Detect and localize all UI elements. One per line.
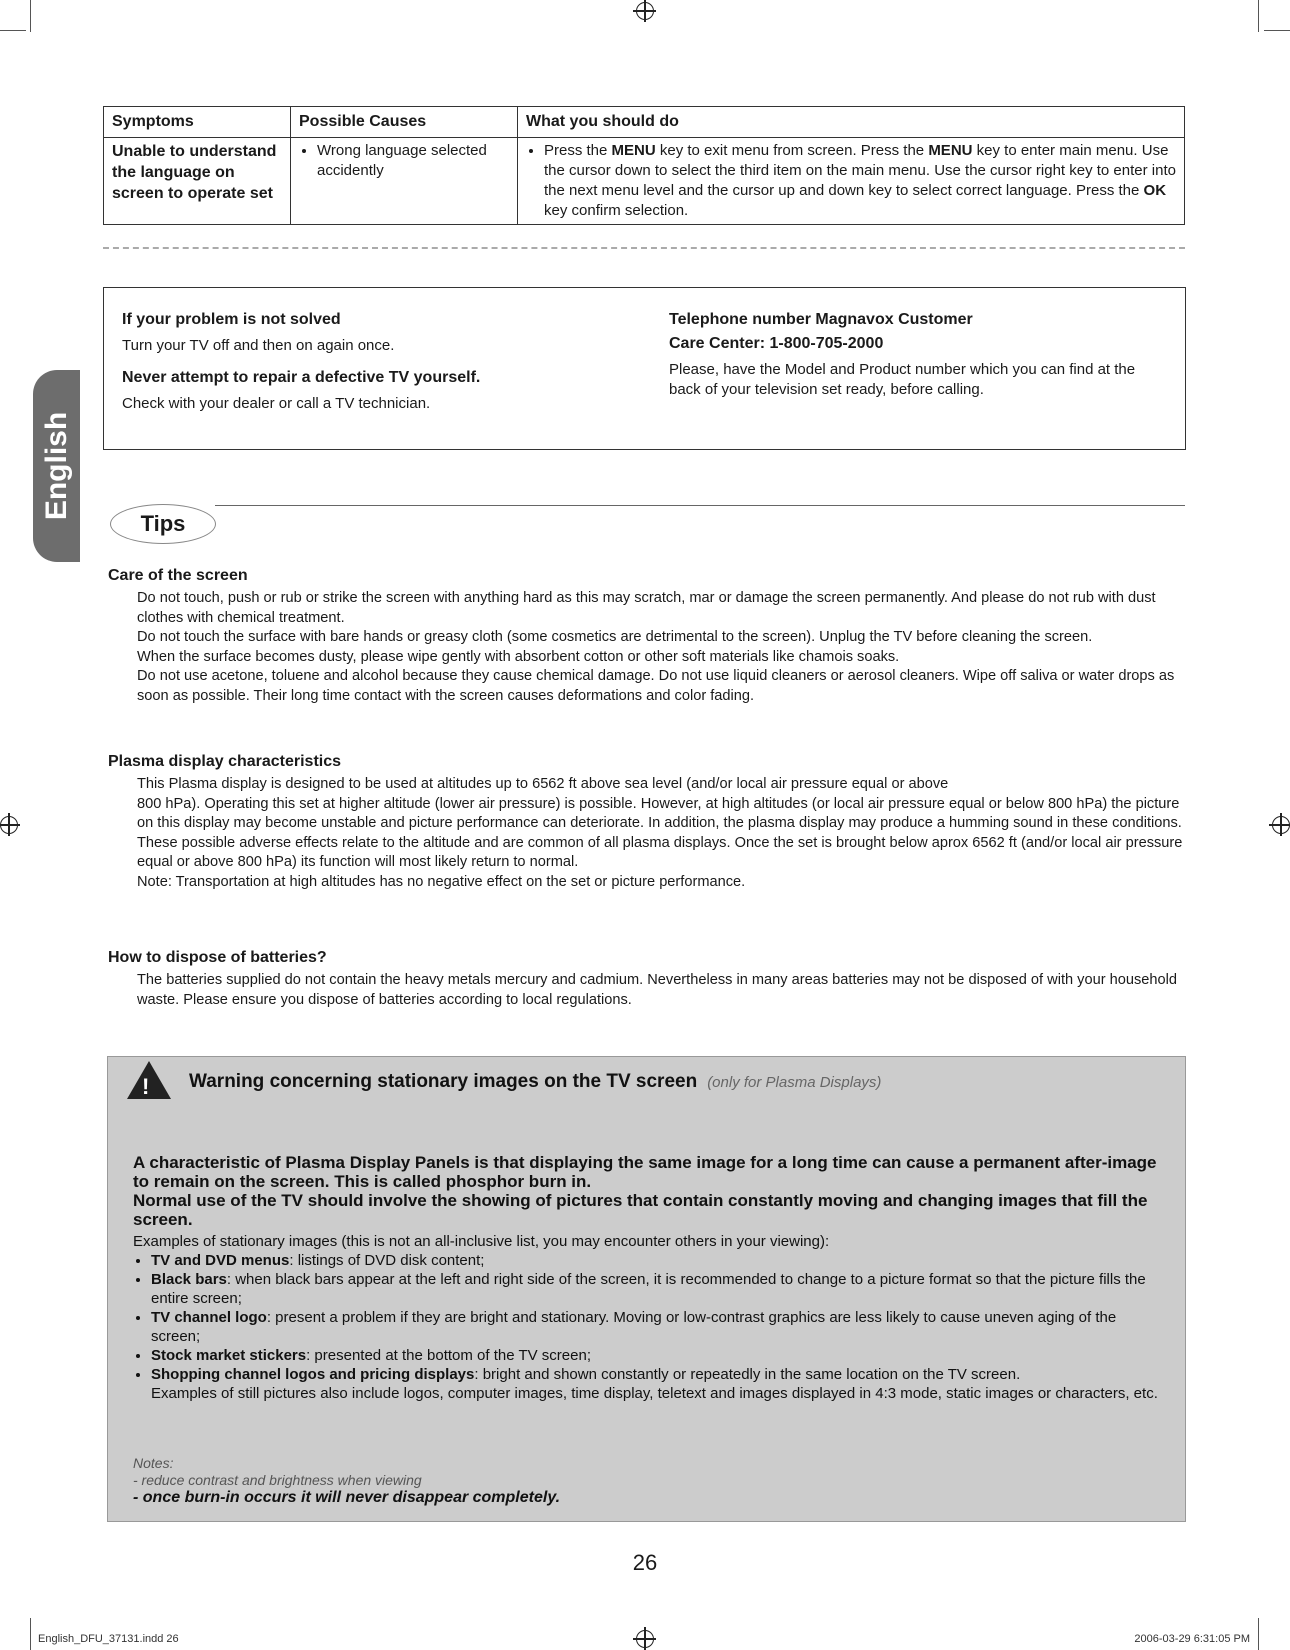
- note-item: - reduce contrast and brightness when viewing: [133, 1472, 422, 1488]
- examples-intro: Examples of stationary images (this is not an all-inclusive list, you may encounter others in your viewing):: [133, 1233, 830, 1250]
- list-item: • TV and DVD menus: listings of DVD disk content;: [151, 1251, 1163, 1270]
- action-item: • Press the MENU key to exit menu from screen. Press the MENU key to enter main menu. Use the cursor down to select the third item on the main menu. Use the cursor right key to enter into the next menu level and the cursor up and down key to select correct language. Press the OK key confirm selection.: [544, 141, 1176, 221]
- list-item: • Shopping channel logos and pricing displays: bright and shown constantly or repeatedly in the same location on the TV screen. Examples of still pictures also include logos, computer images, time display, teletext and images displayed in 4:3 mode, static images or characters, etc.: [151, 1365, 1163, 1403]
- list-item: • Black bars: when black bars appear at the left and right side of the screen, it is recommended to change to a picture format so that the picture fills the entire screen;: [151, 1270, 1163, 1308]
- tips-badge: Tips: [110, 504, 216, 544]
- warning-notes: [133, 1455, 560, 1506]
- crop-mark: [30, 1618, 31, 1650]
- customer-care-heading: Telephone number Magnavox Customer: [669, 311, 973, 328]
- crop-mark: [0, 30, 26, 31]
- warning-title: [133, 1071, 882, 1099]
- column-header-symptoms: Symptoms: [104, 107, 291, 138]
- column-header-causes: Possible Causes: [291, 107, 518, 138]
- care-paragraph: When the surface becomes dusty, please wipe gently with absorbent cotton or other soft materials like chamois soaks.: [137, 648, 900, 665]
- cause-item: • Wrong language selected accidently: [317, 141, 509, 181]
- list-item: • Stock market stickers: presented at the bottom of the TV screen;: [151, 1346, 1163, 1365]
- examples-more: Examples of still pictures also include logos, computer images, time display, teletext and images displayed in 4:3 mode, static images or characters, etc.: [151, 1385, 1158, 1402]
- warning-panel: [107, 1056, 1186, 1522]
- tips-divider: [215, 505, 1185, 506]
- symptom-cell: Unable to understand the language on screen to operate set: [104, 138, 291, 225]
- exclamation-icon: !: [142, 1074, 150, 1099]
- plasma-paragraph: This Plasma display is designed to be used at altitudes up to 6562 ft above sea level (and/or local air pressure equal or above: [137, 776, 949, 792]
- plasma-section: [108, 753, 1188, 892]
- care-section: [108, 567, 1188, 706]
- notes-label: Notes:: [133, 1455, 174, 1471]
- footer-filename: English_DFU_37131.indd 26: [38, 1633, 179, 1645]
- crop-mark: [30, 0, 31, 32]
- column-header-actions: What you should do: [518, 107, 1185, 138]
- warning-title-text: Warning concerning stationary images on the TV screen: [189, 1071, 698, 1092]
- examples-list: [133, 1251, 1163, 1403]
- page-number: 26: [632, 1550, 658, 1575]
- registration-mark-icon: [0, 816, 18, 834]
- action-cell: [518, 138, 1185, 225]
- plasma-paragraph: Note: Transportation at high altitudes has no negative effect on the set or picture performance.: [137, 873, 746, 890]
- care-paragraph: Do not touch the surface with bare hands or greasy cloth (some cosmetics are detrimental to the screen). Unplug the TV before cleaning the screen.: [137, 629, 1093, 645]
- warning-lead: [133, 1153, 1163, 1229]
- problem-not-solved-text: Turn your TV off and then on again once.: [122, 337, 395, 354]
- no-repair-text: Check with your dealer or call a TV technician.: [122, 395, 431, 412]
- registration-mark-icon: [1272, 816, 1290, 834]
- plasma-paragraph: These possible adverse effects relate to the altitude and are common of all plasma displays. Once the set is brought below aprox 6562 ft (and/or local air pressure equal or above 800 hPa) its function will most likely return to normal.: [137, 834, 1183, 870]
- table-header-row: [104, 107, 1185, 138]
- list-item: • TV channel logo: present a problem if they are bright and stationary. Moving or low-contrast graphics are less likely to cause uneven aging of the screen;: [151, 1308, 1163, 1346]
- note-item: - once burn-in occurs it will never disappear completely.: [133, 1489, 561, 1506]
- warning-lead-paragraph: A characteristic of Plasma Display Panels is that displaying the same image for a long time can cause a permanent after-image to remain on the screen. This is called phosphor burn in.: [133, 1153, 1157, 1191]
- crop-mark: [1264, 30, 1290, 31]
- customer-care-phone: Care Center: 1-800-705-2000: [669, 335, 884, 352]
- care-heading: Care of the screen: [108, 567, 248, 584]
- registration-mark-icon: [636, 1630, 654, 1648]
- registration-mark-icon: [636, 2, 654, 20]
- care-paragraph: Do not touch, push or rub or strike the screen with anything hard as this may scratch, mar or damage the screen permanently. And please do not rub with dust clothes with chemical treatment.: [137, 590, 1156, 626]
- help-left-column: [122, 310, 602, 422]
- warning-subtitle: (only for Plasma Displays): [707, 1074, 882, 1091]
- stationary-examples: [133, 1232, 1163, 1403]
- battery-heading: How to dispose of batteries?: [108, 949, 327, 966]
- dashed-divider: [103, 247, 1185, 249]
- battery-paragraph: The batteries supplied do not contain the heavy metals mercury and cadmium. Nevertheless in many areas batteries may not be disposed of with your household waste. Please ensure you dispose of batteries according to local regulations.: [137, 972, 1177, 1008]
- plasma-heading: Plasma display characteristics: [108, 753, 342, 770]
- language-tab-label: English: [39, 411, 73, 521]
- plasma-paragraph: 800 hPa). Operating this set at higher altitude (lower air pressure) is possible. However, at high altitudes (or local air pressure equal or below 800 hPa) the picture on this display may become unstable and picture performance can deteriorate. In addition, the plasma display may produce a humming sound in these conditions.: [137, 795, 1182, 831]
- problem-not-solved-heading: If your problem is not solved: [122, 311, 341, 328]
- footer-timestamp: 2006-03-29 6:31:05 PM: [1134, 1633, 1250, 1645]
- help-box: [103, 287, 1186, 450]
- cause-cell: [291, 138, 518, 225]
- warning-lead-paragraph: Normal use of the TV should involve the showing of pictures that contain constantly moving and changing images that fill the screen.: [133, 1191, 1148, 1229]
- troubleshooting-table: [103, 106, 1185, 225]
- crop-mark: [1258, 0, 1259, 32]
- no-repair-heading: Never attempt to repair a defective TV yourself.: [122, 369, 481, 386]
- help-right-column: [669, 310, 1159, 408]
- table-row: [104, 138, 1185, 225]
- language-side-tab: [33, 370, 80, 562]
- customer-care-text: Please, have the Model and Product number which you can find at the back of your television set ready, before calling.: [669, 361, 1136, 398]
- care-paragraph: Do not use acetone, toluene and alcohol because they cause chemical damage. Do not use liquid cleaners or aerosol cleaners. Wipe off saliva or water drops as soon as possible. Their long time contact with the screen causes deformations and color fading.: [137, 668, 1175, 704]
- crop-mark: [1258, 1618, 1259, 1650]
- battery-section: [108, 949, 1188, 1010]
